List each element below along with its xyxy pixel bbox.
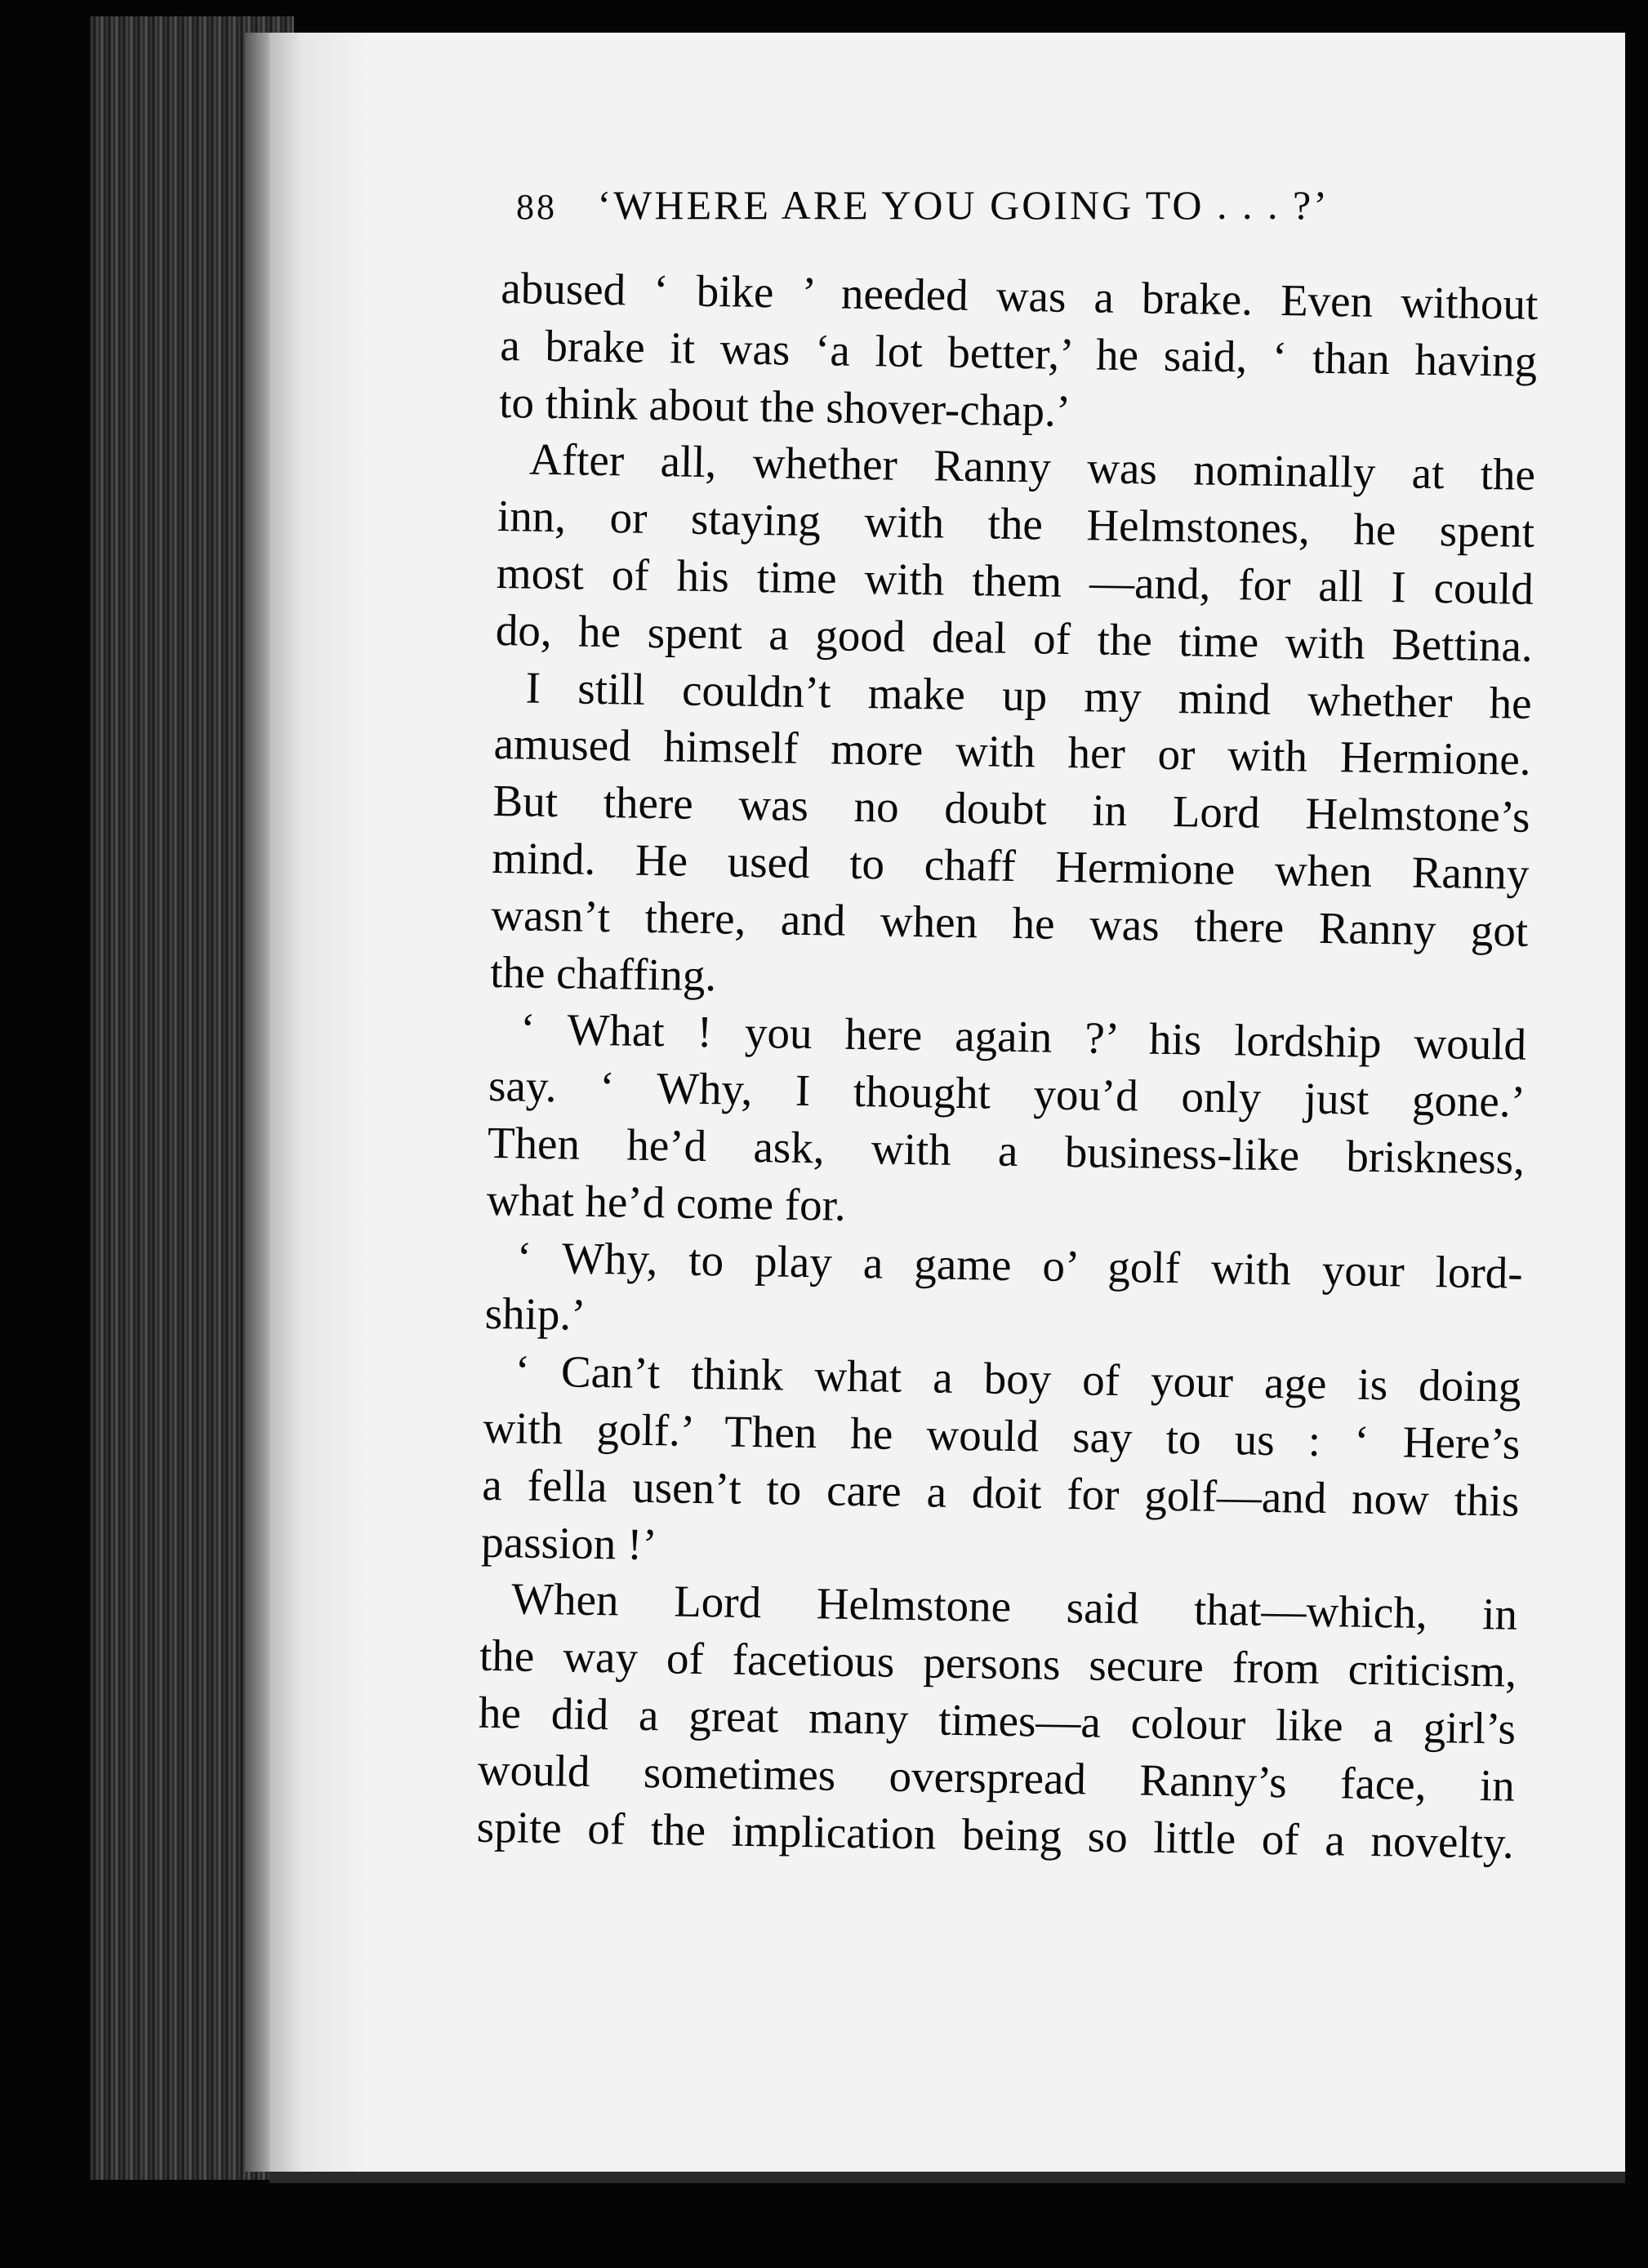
text-line: wasn’t there, and when he was there Ranny got [490,889,1529,956]
text-line: passion !’ [480,1516,658,1569]
text-line: do, he spent a good deal of the time with Bettina. [495,604,1534,671]
text-line: spite of the implication being so little of a novelty. [476,1801,1515,1868]
text-line: After all, whether Ranny was nominally at the [528,434,1536,500]
text-line: amused himself more with her or with Hermione. [493,718,1532,785]
text-line: inn, or staying with the Helmstones, he spent [497,491,1535,558]
text-line: I still couldn’t make up my mind whether he [525,662,1533,728]
page-number: 88 [516,187,557,227]
text-line: he did a great many times—a colour like a girl’s [478,1687,1517,1754]
text-line: When Lord Helmstone said that—which, in [510,1573,1518,1640]
text-line: Then he’d ask, with a business-like briskness, [487,1117,1526,1184]
running-head: ‘WHERE ARE YOU GOING TO . . . ?’ [597,182,1330,228]
text-line: with golf.’ Then he would say to us : ‘ Here’s [483,1402,1521,1469]
text-line: most of his time with them —and, for all I could [496,547,1534,614]
text-line: abused ‘ bike ’ needed was a brake. Even without [500,262,1539,329]
text-line: ‘ Can’t think what a boy of your age is doing [514,1345,1521,1412]
page-header [516,181,1496,238]
body-text [476,260,1539,1871]
text-line: mind. He used to chaff Hermione when Ranny [492,832,1530,899]
text-line: the chaffing. [489,946,717,1000]
text-line: would sometimes overspread Ranny’s face, in [477,1744,1516,1811]
text-line: ‘ What ! you here again ?’ his lordship would [519,1003,1527,1070]
text-line: what he’d come for. [486,1174,847,1230]
text-line: But there was no doubt in Lord Helmstone’s [492,776,1530,843]
text-line: to think about the shover-chap.’ [498,376,1071,436]
text-line: ‘ Why, to play a game o’ golf with your lord- [516,1231,1524,1298]
text-line: a brake it was ‘a lot better,’ he said, ‘ than having [499,319,1538,386]
text-line: a fella usen’t to care a doit for golf—and now this [481,1459,1520,1526]
text-line: ship.’ [484,1288,586,1341]
text-line: say. ‘ Why, I thought you’d only just gone.’ [488,1061,1526,1127]
text-line: the way of facetious persons secure from criticism, [479,1630,1517,1697]
